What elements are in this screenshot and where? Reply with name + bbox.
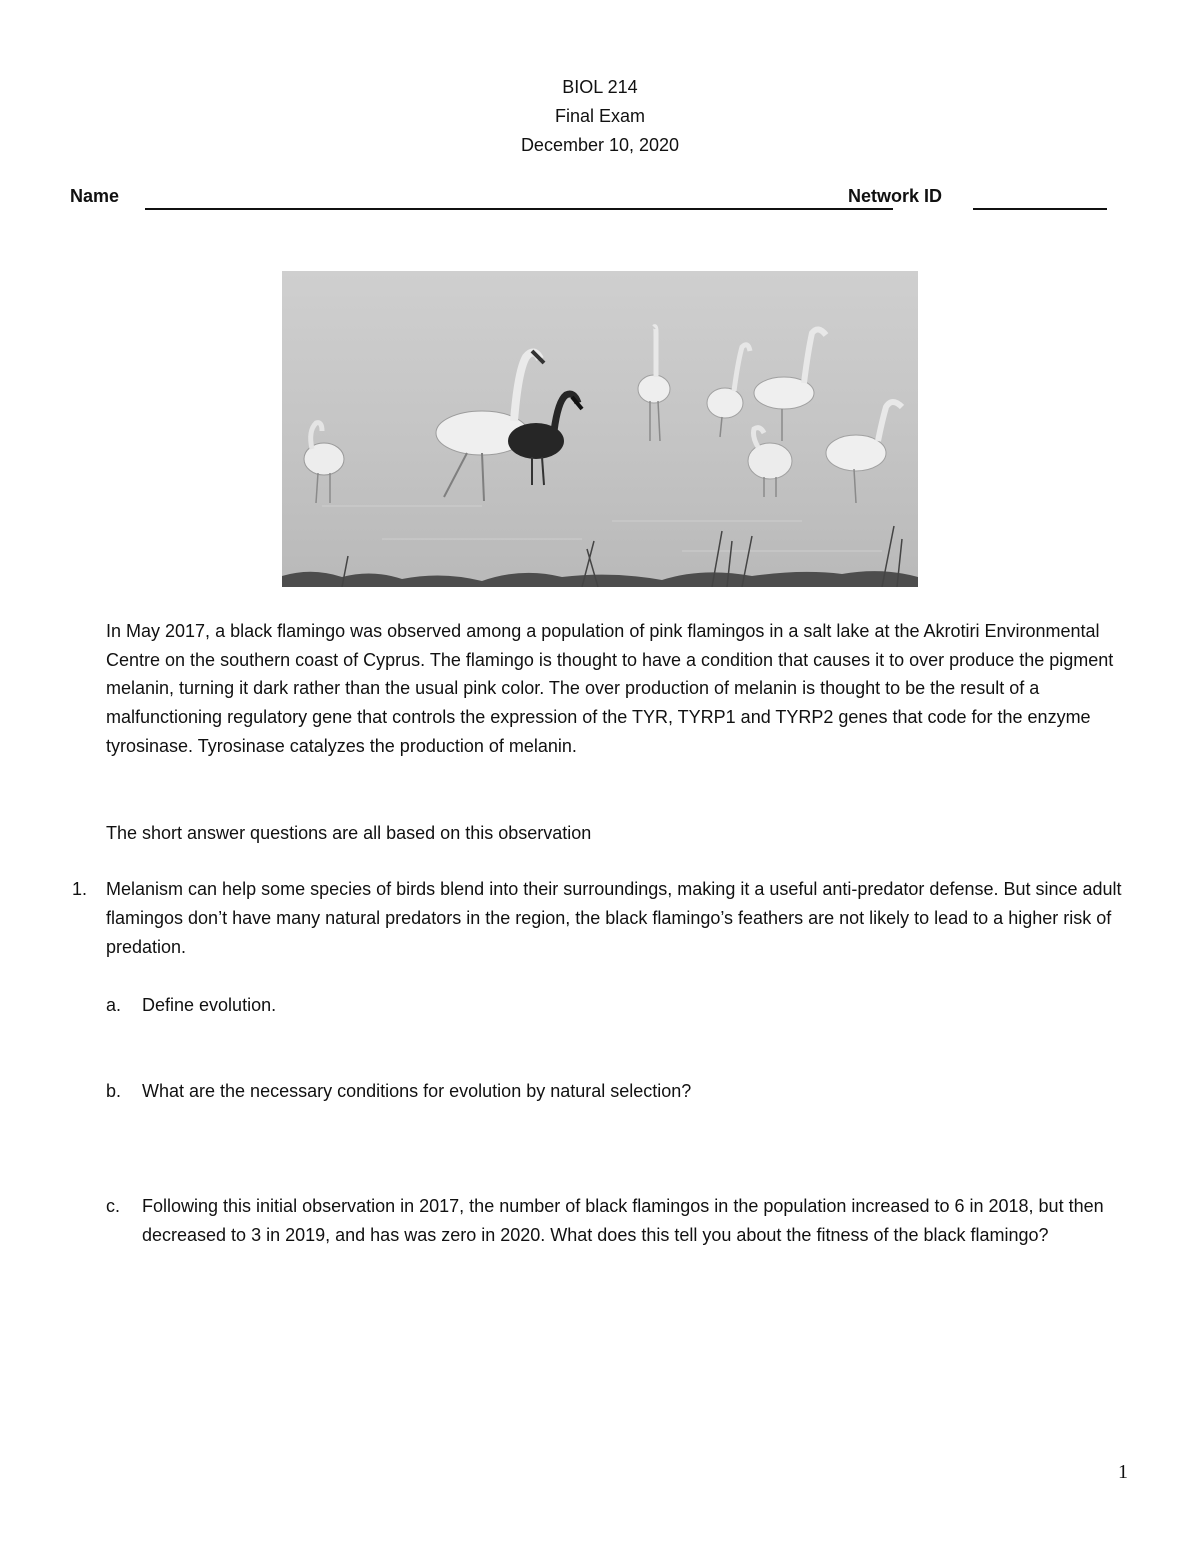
exam-header <box>0 73 1200 160</box>
question-number: 1. <box>72 879 88 899</box>
part-text: Following this initial observation in 2017, the number of black flamingos in the population increased to 6 in 2018, but then decreased to 3 in 2019, and has was zero in 2020. What does this tell you about the fitness of the black flamingo? <box>142 1196 1104 1245</box>
part-text: What are the necessary conditions for evolution by natural selection? <box>142 1081 692 1101</box>
course-code: BIOL 214 <box>562 77 638 97</box>
exam-title: Final Exam <box>554 106 646 126</box>
question-text: Melanism can help some species of birds blend into their surroundings, making it a useful anti-predator defense. But since adult flamingos don’t have many natural predators in the region, the black flamingo’s feathers are not likely to lead to a higher risk of predation. <box>106 879 1122 957</box>
part-letter: b. <box>106 1081 122 1101</box>
network-id-field-line[interactable] <box>973 208 1107 210</box>
intro-paragraph: In May 2017, a black flamingo was observed among a population of pink flamingos in a salt lake at the Akrotiri Environmental Centre on the southern coast of Cyprus. The flamingo is thought to have a condition that causes it to over produce the pigment melanin, turning it dark rather than the usual pink color. The over production of melanin is thought to be the result of a malfunctioning regulatory gene that controls the expression of the TYR, TYRP1 and TYRP2 genes that code for the enzyme tyrosinase. Tyrosinase catalyzes the production of melanin. <box>106 621 1114 756</box>
name-label: Name <box>70 186 120 206</box>
exam-date: December 10, 2020 <box>520 135 680 155</box>
intro-note: The short answer questions are all based on this observation <box>106 823 592 843</box>
part-letter: a. <box>106 995 122 1015</box>
student-info-row <box>70 186 1110 216</box>
page-number: 1 <box>1118 1461 1128 1483</box>
part-letter: c. <box>106 1196 121 1216</box>
part-text: Define evolution. <box>142 995 277 1015</box>
flamingo-photo-icon <box>282 271 918 587</box>
network-id-label: Network ID <box>848 186 943 206</box>
name-field-line[interactable] <box>145 208 893 210</box>
